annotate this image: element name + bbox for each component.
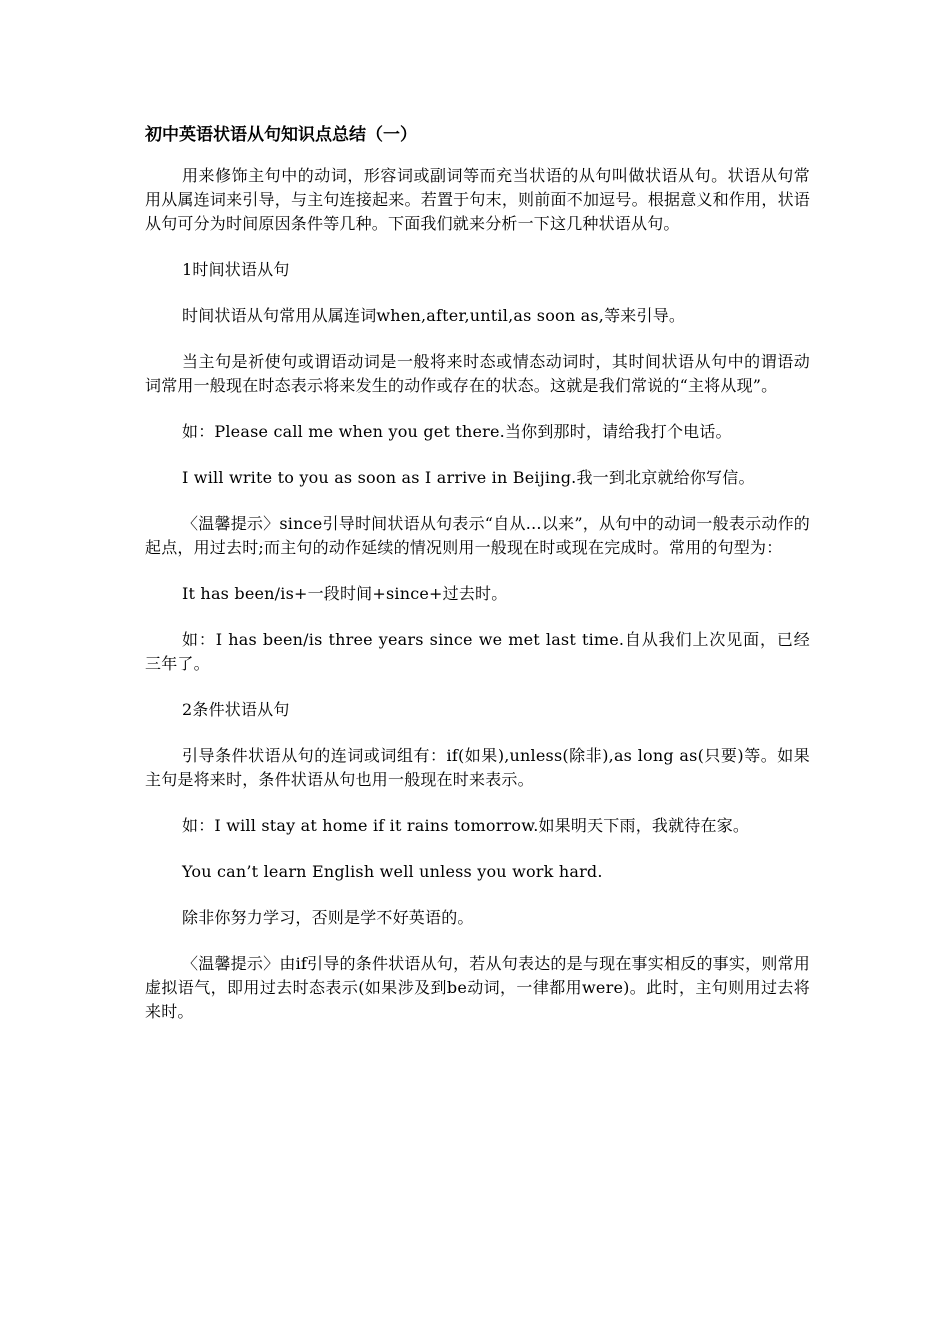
section-heading-condition-clause: 2条件状语从句 [182, 700, 290, 719]
example-three-years: 如：I has been/is three years since we met last time.自从我们上次见面，已经三年了。 [145, 630, 810, 673]
example-write-to-you: I will write to you as soon as I arrive in Beijing.我一到北京就给你写信。 [182, 468, 755, 487]
sentence-pattern-since: It has been/is+一段时间+since+过去时。 [182, 584, 508, 603]
example-learn-english: You can’t learn English well unless you work hard. [182, 862, 603, 881]
example-learn-english-translation: 除非你努力学习，否则是学不好英语的。 [182, 908, 474, 927]
document-title: 初中英语状语从句知识点总结（一） [145, 125, 417, 145]
paragraph-time-conjunctions: 时间状语从句常用从属连词when,after,until,as soon as,等来引导。 [182, 306, 686, 325]
paragraph-main-future-sub-present: 当主句是祈使句或谓语动词是一般将来时态或情态动词时，其时间状语从句中的谓语动词常用一般现在时态表示将来发生的动作或存在的状态。这就是我们常说的“主将从现”。 [145, 352, 810, 395]
tip-if-subjunctive: 〈温馨提示〉由if引导的条件状语从句，若从句表达的是与现在事实相反的事实，则常用虚拟语气，即用过去时态表示(如果涉及到be动词，一律都用were)。此时，主句则用过去将来时。 [145, 954, 810, 1021]
example-please-call: 如：Please call me when you get there.当你到那时，请给我打个电话。 [182, 422, 732, 441]
paragraph-condition-conjunctions: 引导条件状语从句的连词或词组有：if(如果),unless(除非),as long as(只要)等。如果主句是将来时，条件状语从句也用一般现在时来表示。 [145, 746, 810, 789]
example-stay-at-home: 如：I will stay at home if it rains tomorrow.如果明天下雨，我就待在家。 [182, 816, 750, 835]
tip-since: 〈温馨提示〉since引导时间状语从句表示“自从…以来”，从句中的动词一般表示动作的起点，用过去时;而主句的动作延续的情况则用一般现在时或现在完成时。常用的句型为： [145, 514, 810, 557]
paragraph-intro: 用来修饰主句中的动词，形容词或副词等而充当状语的从句叫做状语从句。状语从句常用从属连词来引导，与主句连接起来。若置于句末，则前面不加逗号。根据意义和作用，状语从句可分为时间原因条件等几种。下面我们就来分析一下这几种状语从句。 [145, 166, 810, 233]
section-heading-time-clause: 1时间状语从句 [182, 260, 290, 279]
document-body [145, 122, 810, 1046]
